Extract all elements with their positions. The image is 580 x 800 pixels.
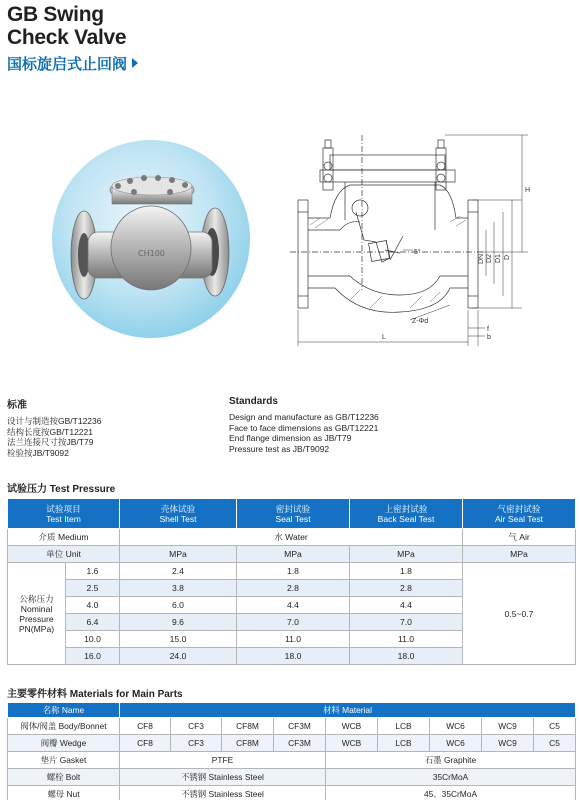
table-cell: CF8	[120, 718, 171, 735]
dim-DN: DN	[478, 253, 485, 264]
table-cell: 6.4	[66, 614, 120, 631]
medium-water: 水 Water	[120, 529, 463, 546]
table-cell: WC9	[482, 735, 534, 752]
header-material: 材料 Material	[120, 703, 576, 718]
table-cell: 11.0	[237, 631, 350, 648]
table-cell: 4.4	[350, 597, 463, 614]
standards-cn-heading: 标准	[7, 400, 27, 411]
table-cell: 7.0	[237, 614, 350, 631]
standards-en-line: Design and manufacture as GB/T12236	[229, 412, 379, 422]
title-block	[7, 4, 138, 74]
table-cell: 2.4	[120, 563, 237, 580]
materials-heading-en: Materials for Main Parts	[69, 689, 183, 700]
header-test-item: 试验项目 Test Item	[8, 499, 120, 529]
table-cell: 10.0	[66, 631, 120, 648]
header-shell-test: 壳体试验 Shell Test	[120, 499, 237, 529]
part-name: 阀体/阀盖 Body/Bonnet	[8, 718, 120, 735]
table-cell: 石墨 Graphite	[326, 752, 576, 769]
table-cell: 不锈钢 Stainless Steel	[120, 786, 326, 800]
dim-D: D	[504, 254, 511, 260]
table-row	[8, 752, 576, 769]
table-header-row	[8, 703, 576, 718]
standards-cn-line: 法兰连接尺寸按JB/T79	[7, 437, 94, 447]
arrow-right-icon	[132, 58, 138, 68]
table-cell: 1.8	[237, 563, 350, 580]
table-row	[8, 529, 576, 546]
table-cell: 不锈钢 Stainless Steel	[120, 769, 326, 786]
table-row	[8, 563, 576, 580]
standards-cn	[7, 396, 101, 458]
title-line-1: GB Swing	[7, 3, 104, 26]
table-cell: 6.0	[120, 597, 237, 614]
dim-b: b	[487, 334, 491, 341]
table-cell: 4.4	[237, 597, 350, 614]
table-cell: 18.0	[237, 648, 350, 665]
table-row	[8, 769, 576, 786]
table-cell: 2.8	[237, 580, 350, 597]
standards-en-line: Pressure test as JB/T9092	[229, 443, 330, 454]
table-cell: C5	[534, 735, 576, 752]
table-cell: LCB	[378, 735, 430, 752]
table-row	[8, 735, 576, 752]
table-cell: CF3M	[274, 718, 326, 735]
table-header-row	[8, 499, 576, 529]
standards-cn-line: 检验按JB/T9092	[7, 447, 69, 458]
unit-label: 单位 Unit	[8, 546, 120, 563]
pn-label: 公称压力 Nominal Pressure PN(MPa)	[8, 563, 66, 665]
table-cell: CF3M	[274, 735, 326, 752]
photo-marking: CH100	[138, 249, 165, 258]
unit-cell: MPa	[120, 546, 237, 563]
table-cell: 9.6	[120, 614, 237, 631]
table-cell: 2.8	[350, 580, 463, 597]
table-cell: 7.0	[350, 614, 463, 631]
header-name: 名称 Name	[8, 703, 120, 718]
table-cell: LCB	[378, 718, 430, 735]
table-cell: 1.8	[350, 563, 463, 580]
table-row	[8, 718, 576, 735]
standards-en	[229, 396, 379, 454]
part-name: 螺栓 Bolt	[8, 769, 120, 786]
unit-cell: MPa	[237, 546, 350, 563]
table-cell: PTFE	[120, 752, 326, 769]
table-row	[8, 546, 576, 563]
table-cell: CF8	[120, 735, 171, 752]
table-cell: WC6	[430, 718, 482, 735]
standards-en-heading: Standards	[229, 396, 278, 407]
unit-cell: MPa	[463, 546, 576, 563]
table-cell: WCB	[326, 735, 378, 752]
title-cn: 国标旋启式止回阀	[7, 56, 128, 73]
dim-angle: 5°	[414, 249, 421, 256]
table-cell: 16.0	[66, 648, 120, 665]
test-pressure-heading-en: Test Pressure	[49, 484, 116, 495]
table-cell: 11.0	[350, 631, 463, 648]
valve-drawing-icon	[290, 130, 580, 350]
table-cell: 18.0	[350, 648, 463, 665]
product-photo	[52, 140, 250, 338]
title-cn-row	[7, 53, 138, 74]
dim-D2: D2	[486, 254, 493, 263]
table-cell: 24.0	[120, 648, 237, 665]
header-back-seal-test: 上密封试验 Back Seal Test	[350, 499, 463, 529]
dim-holes: Z-Φd	[412, 318, 429, 325]
table-cell: WC9	[482, 718, 534, 735]
table-cell: WC6	[430, 735, 482, 752]
materials-table	[7, 702, 576, 800]
table-cell: 1.6	[66, 563, 120, 580]
header-seal-test: 密封试验 Seal Test	[237, 499, 350, 529]
materials-heading	[7, 685, 183, 700]
test-pressure-heading-cn: 试验压力	[7, 484, 47, 495]
table-cell: 35CrMoA	[326, 769, 576, 786]
table-cell: 45、35CrMoA	[326, 786, 576, 800]
dim-f: f	[487, 326, 489, 333]
test-pressure-heading	[7, 480, 115, 495]
table-cell: 15.0	[120, 631, 237, 648]
standards-en-line: End flange dimension as JB/T79	[229, 433, 352, 443]
title-line-2: Check Valve	[7, 26, 127, 49]
part-name: 阀瓣 Wedge	[8, 735, 120, 752]
dim-H: H	[525, 187, 531, 194]
table-cell: CF3	[171, 735, 222, 752]
table-cell: 4.0	[66, 597, 120, 614]
medium-air: 气 Air	[463, 529, 576, 546]
table-cell: 3.8	[120, 580, 237, 597]
table-cell: 2.5	[66, 580, 120, 597]
standards-cn-line: 设计与制造按GB/T12236	[7, 416, 102, 426]
air-value: 0.5~0.7	[463, 563, 576, 665]
standards-cn-line: 结构长度按GB/T12221	[7, 426, 93, 437]
part-name: 垫片 Gasket	[8, 752, 120, 769]
table-row	[8, 786, 576, 800]
valve-photo-icon	[52, 140, 250, 338]
dim-D1: D1	[495, 254, 502, 263]
table-cell: WCB	[326, 718, 378, 735]
medium-label: 介质 Medium	[8, 529, 120, 546]
table-cell: C5	[534, 718, 576, 735]
standards-en-line: Face to face dimensions as GB/T12221	[229, 422, 379, 433]
unit-cell: MPa	[350, 546, 463, 563]
table-cell: CF8M	[222, 718, 274, 735]
table-cell: CF3	[171, 718, 222, 735]
table-cell: CF8M	[222, 735, 274, 752]
test-pressure-table	[7, 498, 576, 665]
header-air-seal-test: 气密封试验 Air Seal Test	[463, 499, 576, 529]
technical-drawing	[290, 130, 580, 350]
materials-heading-cn: 主要零件材料	[7, 689, 67, 700]
part-name: 螺母 Nut	[8, 786, 120, 800]
dim-L: L	[382, 334, 386, 341]
